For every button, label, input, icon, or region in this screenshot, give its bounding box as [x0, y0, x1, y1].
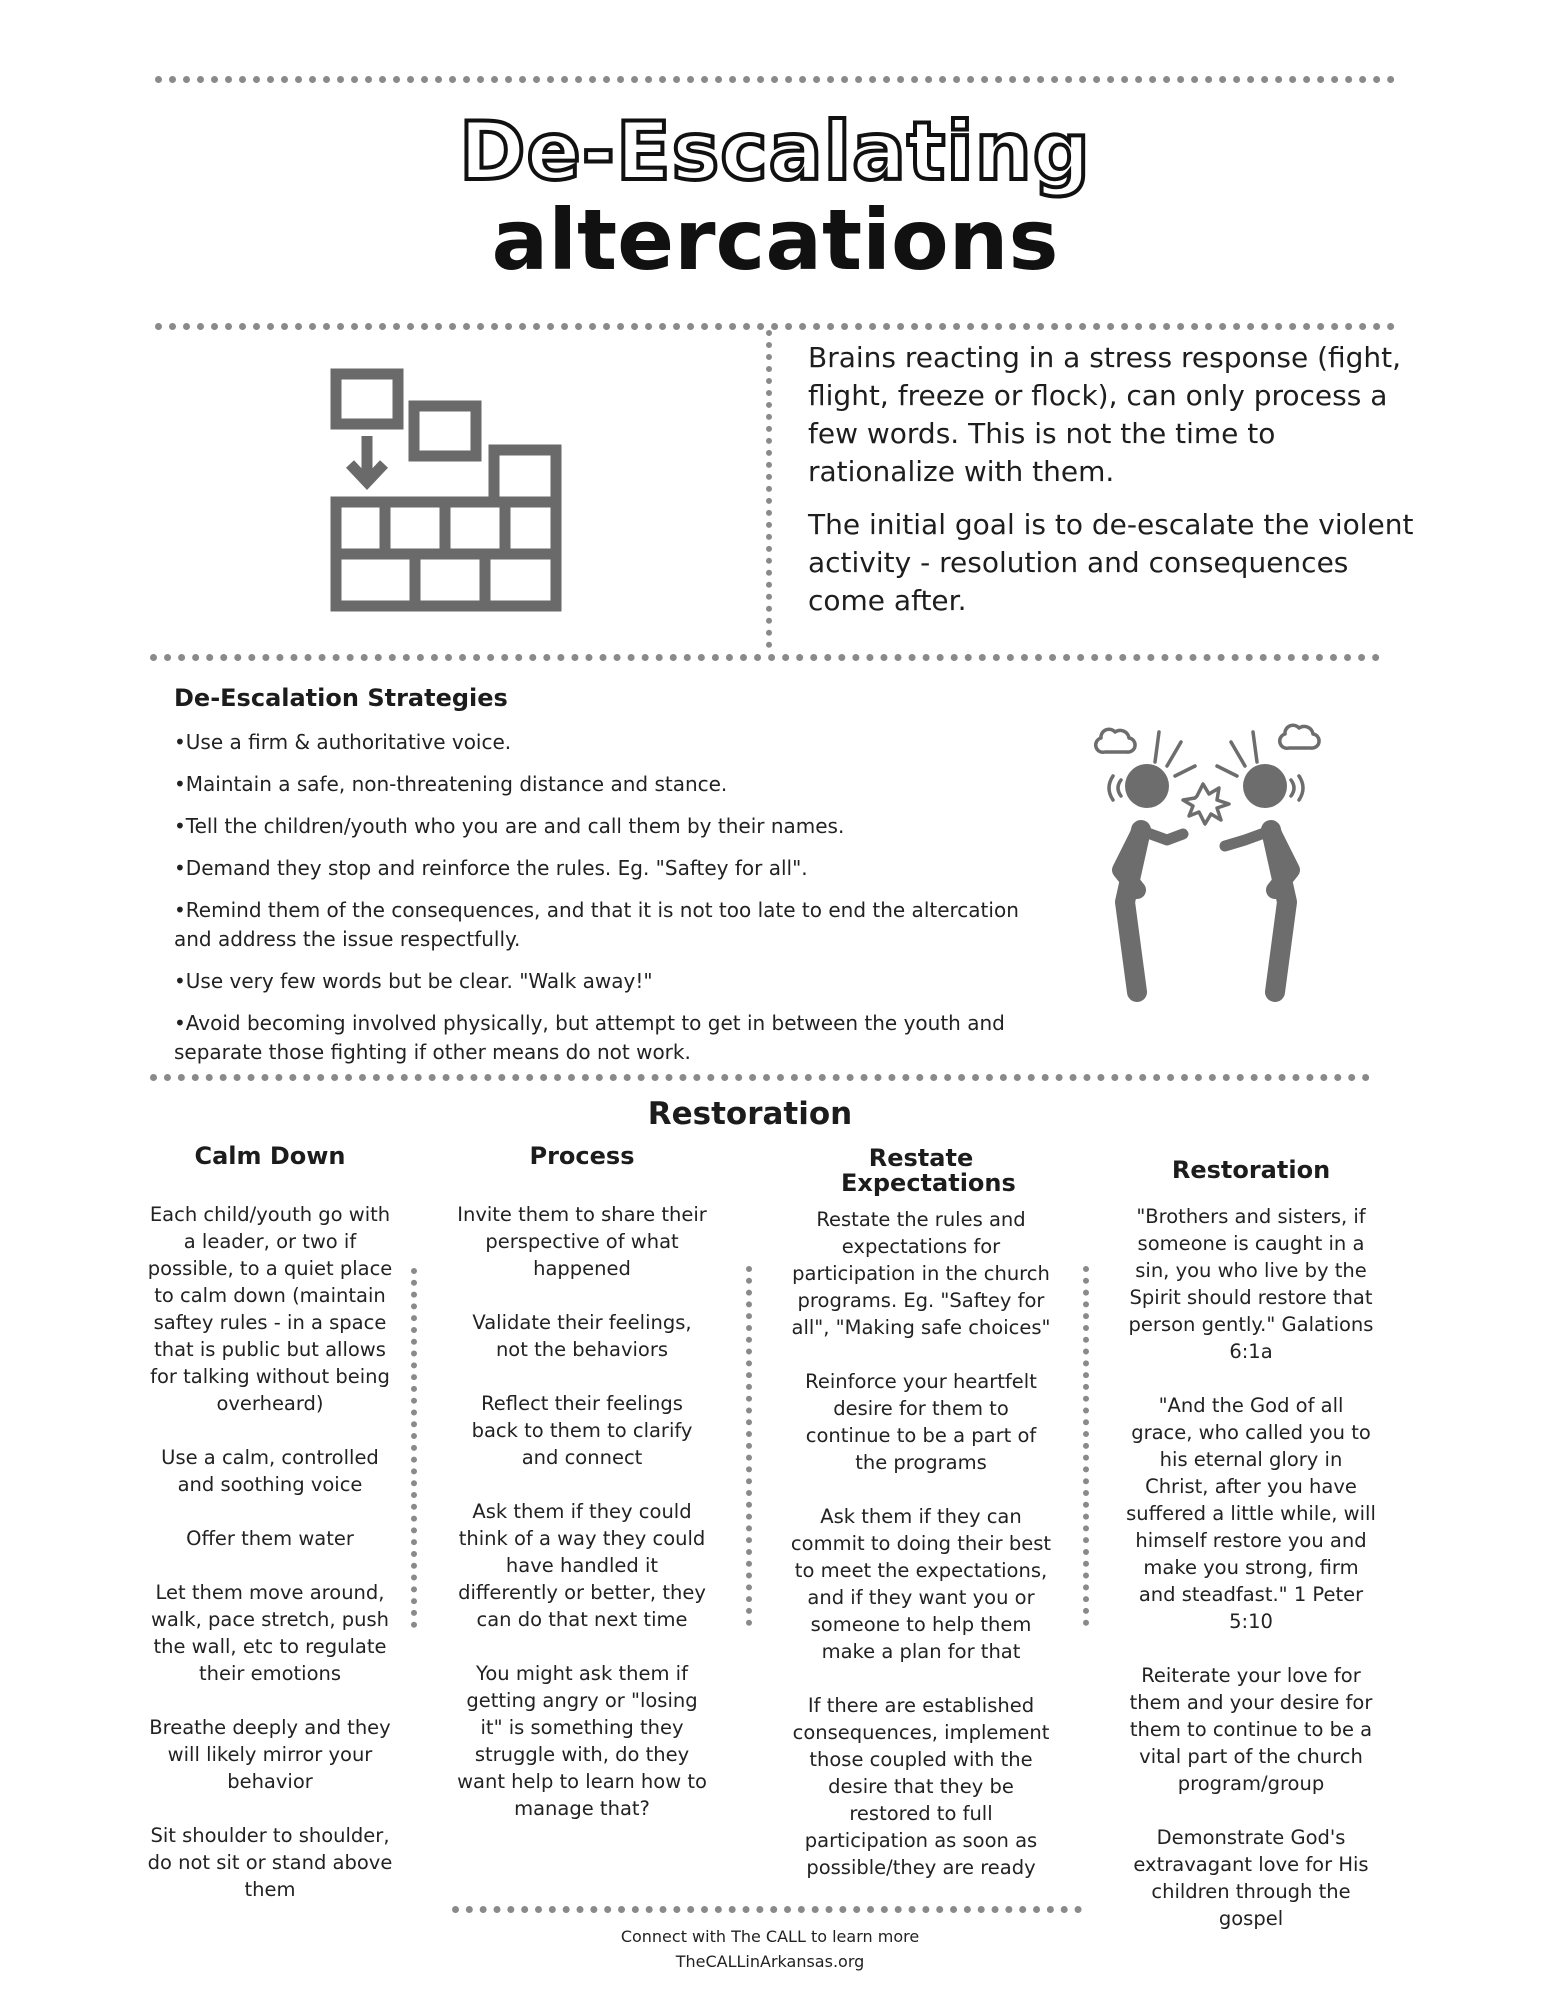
strategies-list [174, 728, 1034, 1080]
column-paragraph: "And the God of all grace, who called you to his eternal glory in Christ, after you have suffered a little while, will himself restore you and make you strong, firm and steadfast." 1 Peter 5:10 [1126, 1394, 1376, 1633]
title-line1: De-Escalating [459, 105, 1091, 198]
column-body [145, 1201, 395, 1903]
column-paragraph: Breathe deeply and they will likely mirror your behavior [149, 1716, 391, 1793]
column-body [457, 1201, 707, 1822]
column-paragraph: Demonstrate God's extravagant love for His children through the gospel [1133, 1826, 1369, 1930]
column-restate-expectations [790, 1146, 1052, 1908]
column-restoration [1126, 1158, 1376, 1959]
strategy-item: •Use very few words but be clear. "Walk away!" [174, 969, 653, 993]
strategy-item: •Tell the children/youth who you are and call them by their names. [174, 814, 845, 838]
column-title: Restate Expectations [841, 1144, 1016, 1197]
strategy-item: •Use a firm & authoritative voice. [174, 730, 512, 754]
strategy-item: •Demand they stop and reinforce the rules. Eg. "Saftey for all". [174, 856, 808, 880]
column-title: Calm Down [194, 1142, 346, 1170]
column-body [790, 1206, 1052, 1881]
intro-vertical-divider [766, 330, 772, 648]
intro-divider [150, 654, 1380, 661]
footer-line-1: Connect with The CALL to learn more [620, 1927, 920, 1946]
top-divider [155, 76, 1395, 83]
column-paragraph: You might ask them if getting angry or "losing it" is something they struggle with, do they want help to learn how to manage that? [457, 1662, 707, 1820]
column-divider-3 [1083, 1266, 1089, 1626]
column-paragraph: Restate the rules and expectations for participation in the church programs. Eg. "Saftey for all", "Making safe choices" [791, 1208, 1051, 1339]
brick-wall-stacking-icon [330, 368, 570, 618]
column-paragraph: Use a calm, controlled and soothing voice [161, 1446, 379, 1496]
column-paragraph: Ask them if they can commit to doing their best to meet the expectations, and if they want you or someone to help them make a plan for that [790, 1505, 1052, 1663]
column-paragraph: Let them move around, walk, pace stretch, push the wall, etc to regulate their emotions [150, 1581, 390, 1685]
column-paragraph: Reflect their feelings back to them to clarify and connect [471, 1392, 693, 1469]
column-paragraph: Validate their feelings, not the behaviors [472, 1311, 692, 1361]
column-divider-1 [411, 1268, 417, 1628]
header-divider [155, 323, 1395, 330]
column-paragraph: Sit shoulder to shoulder, do not sit or stand above them [147, 1824, 393, 1901]
column-body [1126, 1203, 1376, 1932]
footer [0, 1924, 1540, 1974]
column-paragraph: Invite them to share their perspective of what happened [457, 1203, 707, 1280]
two-people-arguing-icon [1085, 720, 1325, 1010]
column-paragraph: Each child/youth go with a leader, or two if possible, to a quiet place to calm down (maintain saftey rules - in a space that is public but allows for talking without being overheard) [147, 1203, 393, 1415]
strategies-heading: De-Escalation Strategies [174, 684, 508, 712]
column-paragraph: Reinforce your heartfelt desire for them to continue to be a part of the programs [805, 1370, 1037, 1474]
footer-link[interactable]: TheCALLinArkansas.org [675, 1952, 865, 1971]
column-paragraph: If there are established consequences, implement those coupled with the desire that they be restored to full participation as soon as possible/they are ready [792, 1694, 1050, 1879]
column-paragraph: Reiterate your love for them and your desire for them to continue to be a vital part of the church program/group [1129, 1664, 1373, 1795]
strategy-item: •Avoid becoming involved physically, but attempt to get in between the youth and separate those fighting if other means do not work. [174, 1011, 1005, 1064]
column-calm-down [145, 1144, 395, 1930]
column-process [457, 1144, 707, 1849]
column-paragraph: Ask them if they could think of a way they could have handled it differently or better, they can do that next time [458, 1500, 706, 1631]
column-paragraph: Offer them water [186, 1527, 354, 1550]
column-title: Restoration [1171, 1156, 1331, 1184]
column-divider-2 [746, 1266, 752, 1626]
column-title: Process [529, 1142, 635, 1170]
title-line2: altercations [491, 191, 1059, 289]
intro-paragraph-2: The initial goal is to de-escalate the violent activity - resolution and consequences come after. [808, 508, 1414, 617]
strategy-item: •Maintain a safe, non-threatening distance and stance. [174, 772, 728, 796]
column-paragraph: "Brothers and sisters, if someone is caught in a sin, you who live by the Spirit should restore that person gently." Galations 6:1a [1128, 1205, 1374, 1363]
intro-paragraph-1: Brains reacting in a stress response (fight, flight, freeze or flock), can only process a few words. This is not the time to rationalize with them. [808, 341, 1402, 488]
strategy-item: •Remind them of the consequences, and that it is not too late to end the altercation and address the issue respectfully. [174, 898, 1019, 951]
intro-text [808, 339, 1418, 620]
restoration-heading: Restoration [647, 1096, 853, 1132]
